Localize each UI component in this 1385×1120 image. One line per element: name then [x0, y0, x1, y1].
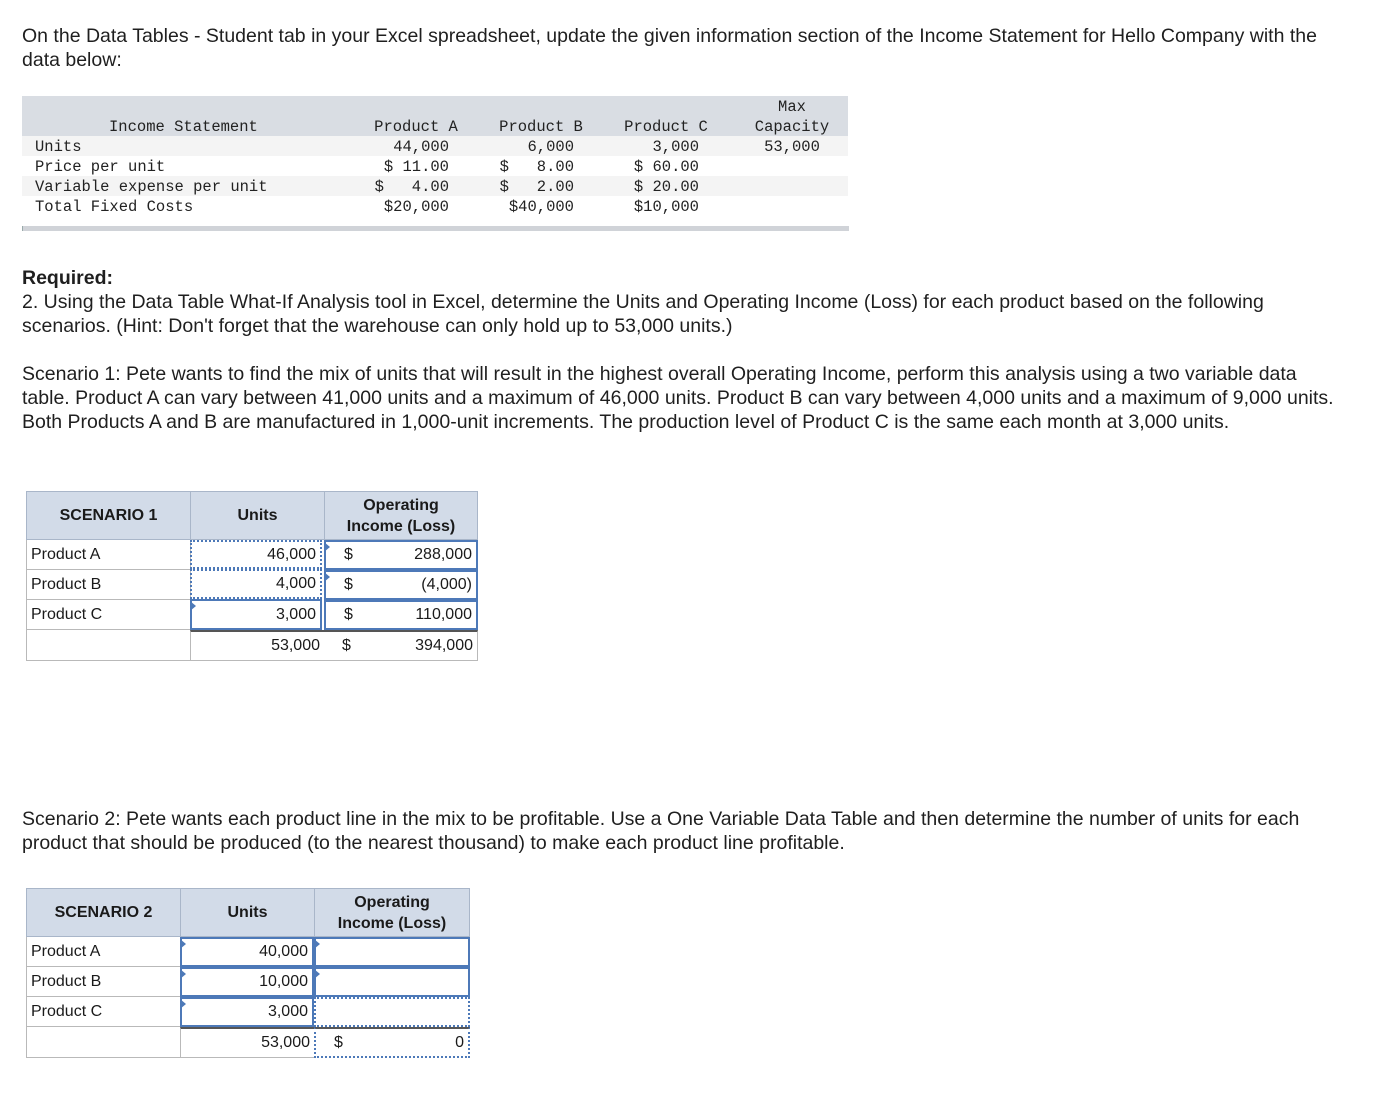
scenario2-description: Scenario 2: Pete wants each product line in the mix to be profitable. Use a One Variable Data Table and then determine the number of units for each product that should be produced (to the nearest thousand) to make each product line profitable. [22, 808, 1300, 854]
dollar-sign: $ [344, 606, 353, 623]
income-value: 288,000 [414, 546, 472, 563]
input-cell-marker-icon [324, 572, 330, 582]
scenario2-income-product-a[interactable] [314, 937, 470, 967]
price-product-a: $ 11.00 [383, 158, 449, 176]
scenario1-income-product-b[interactable] [324, 570, 478, 600]
income-statement-bottom-bar [22, 226, 849, 231]
input-cell-marker-icon [180, 969, 186, 979]
scenario1-units-header: Units [190, 491, 325, 540]
scenario2-income-product-b[interactable] [314, 967, 470, 997]
scenario1-operating-income-header [324, 491, 478, 540]
price-product-c: $ 60.00 [633, 158, 699, 176]
oi-header-line1: Operating [354, 893, 430, 911]
income-value: 0 [455, 1033, 464, 1051]
input-cell-marker-icon [324, 542, 330, 552]
scenario2-header: SCENARIO 2 [26, 888, 181, 937]
scenario1-label-product-b: Product B [26, 570, 191, 600]
variable-expense-product-a: $ 4.00 [374, 178, 449, 196]
income-statement-table [22, 96, 848, 236]
variable-expense-product-c: $ 20.00 [633, 178, 699, 196]
row-label-units: Units [35, 138, 82, 156]
income-statement-title: Income Statement [109, 118, 258, 136]
scenario1-income-product-c[interactable] [324, 600, 478, 630]
dollar-sign: $ [342, 636, 351, 654]
scenario1-units-product-a[interactable]: 46,000 [190, 540, 322, 569]
scenario2-label-total [26, 1027, 181, 1058]
units-product-c: 3,000 [652, 138, 699, 156]
scenario2-units-product-b[interactable]: 10,000 [180, 967, 314, 997]
column-header-product-c: Product C [624, 118, 708, 136]
row-label-price-per-unit: Price per unit [35, 158, 166, 176]
scenario2-label-product-b: Product B [26, 967, 181, 997]
scenario1-units-product-b[interactable]: 4,000 [190, 569, 322, 599]
scenario1-label-product-c: Product C [26, 600, 191, 630]
input-cell-marker-icon [314, 939, 320, 949]
scenario1-units-total: 53,000 [190, 630, 324, 661]
input-cell-marker-icon [190, 601, 196, 611]
scenario2-units-product-c[interactable]: 3,000 [180, 997, 314, 1027]
column-header-product-a: Product A [374, 118, 458, 136]
input-cell-marker-icon [314, 969, 320, 979]
row-label-total-fixed-costs: Total Fixed Costs [35, 198, 194, 216]
scenario2-units-header: Units [180, 888, 315, 937]
variable-expense-product-b: $ 2.00 [499, 178, 574, 196]
income-value: 394,000 [415, 636, 473, 654]
required-section [22, 266, 1332, 338]
units-product-b: 6,000 [527, 138, 574, 156]
oi-header-line2: Income (Loss) [346, 517, 456, 535]
scenario1-header: SCENARIO 1 [26, 491, 191, 540]
max-capacity-header-line2: Capacity [754, 118, 830, 136]
scenario1-label-product-a: Product A [26, 540, 191, 570]
price-product-b: $ 8.00 [499, 158, 574, 176]
scenario2-table [26, 888, 470, 1059]
row-label-variable-expense: Variable expense per unit [35, 178, 268, 196]
input-cell-marker-icon [180, 939, 186, 949]
required-text: 2. Using the Data Table What-If Analysis tool in Excel, determine the Units and Operating Income (Loss) for each product based on the following scenarios. (Hint: Don't forget that the warehouse can only hold up to 53,000 units.) [22, 291, 1264, 337]
dollar-sign: $ [344, 576, 353, 593]
scenario2-label-product-c: Product C [26, 997, 181, 1027]
oi-header-line1: Operating [363, 496, 439, 514]
intro-instructions: On the Data Tables - Student tab in your Excel spreadsheet, update the given information section of the Income Statement for Hello Company with the data below: [22, 25, 1317, 71]
units-product-a: 44,000 [393, 138, 449, 156]
scenario1-income-total [324, 630, 478, 661]
max-capacity-value: 53,000 [764, 138, 820, 156]
scenario2-income-total [314, 1027, 470, 1058]
scenario2-income-product-c[interactable] [314, 997, 470, 1027]
scenario2-units-total: 53,000 [180, 1027, 314, 1058]
scenario2-operating-income-header [314, 888, 470, 937]
input-cell-marker-icon [180, 999, 186, 1009]
fixed-costs-product-b: $40,000 [508, 198, 574, 216]
scenario1-table [26, 491, 478, 662]
fixed-costs-product-c: $10,000 [633, 198, 699, 216]
scenario1-description: Scenario 1: Pete wants to find the mix of units that will result in the highest overall Operating Income, perform this analysis using a two variable data table. Product A can vary between 41,000 units and a maximum of 46,000 units. Product B can vary between 4,000 units and a maximum of 9,000 units. Both Products A and B are manufactured in 1,000-unit increments. The production level of Product C is the same each month at 3,000 units. [22, 363, 1334, 433]
oi-header-line2: Income (Loss) [337, 914, 447, 932]
scenario2-label-product-a: Product A [26, 937, 181, 967]
scenario2-units-product-a[interactable]: 40,000 [180, 937, 314, 967]
income-value: 110,000 [415, 606, 472, 623]
scenario1-label-total [26, 630, 191, 661]
fixed-costs-product-a: $20,000 [383, 198, 449, 216]
dollar-sign: $ [344, 546, 353, 563]
max-capacity-header-line1: Max [778, 98, 806, 116]
scenario1-income-product-a[interactable] [324, 540, 478, 570]
scenario1-units-product-c[interactable]: 3,000 [190, 599, 322, 630]
required-title: Required: [22, 267, 114, 289]
income-value: (4,000) [421, 576, 472, 593]
column-header-product-b: Product B [499, 118, 583, 136]
dollar-sign: $ [334, 1033, 343, 1051]
